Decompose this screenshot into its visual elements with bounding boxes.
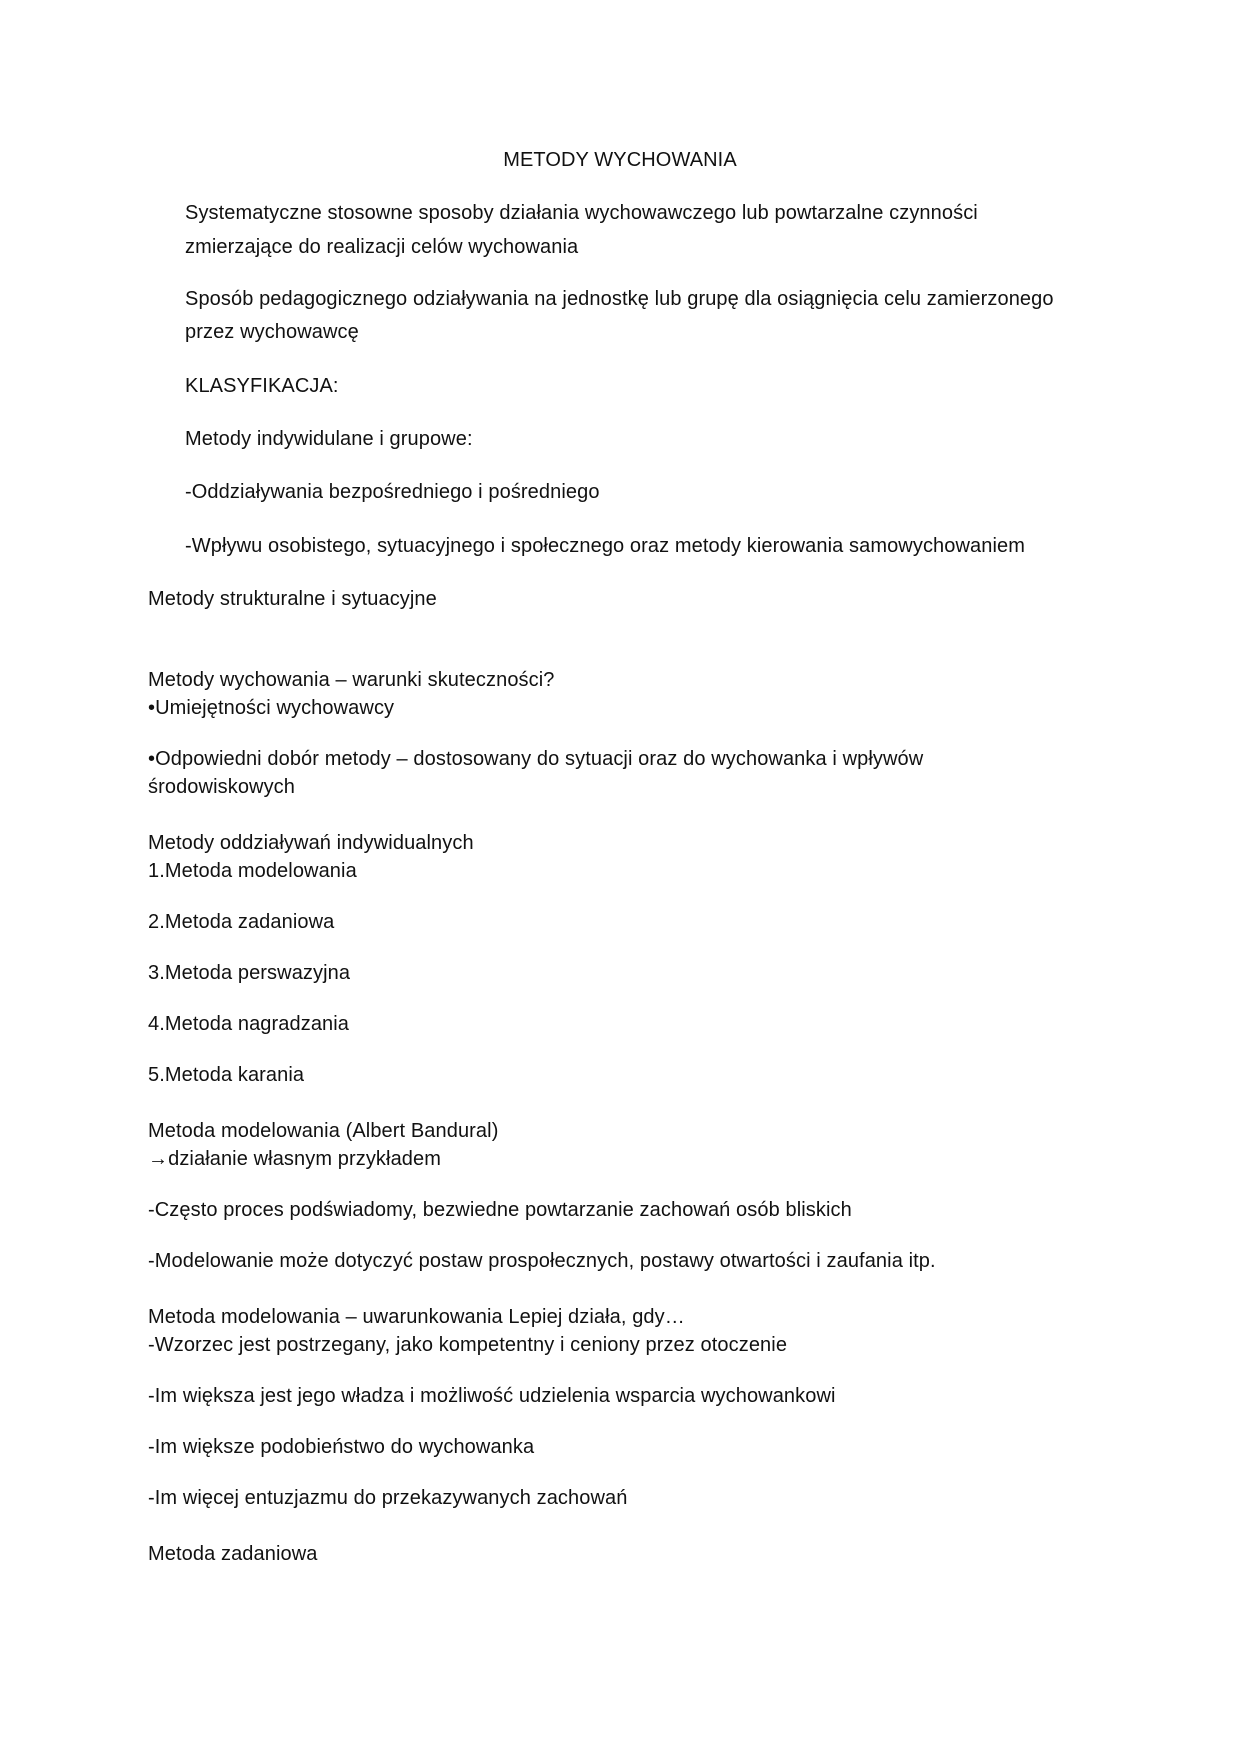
definition-2-line-2: przez wychowawcę bbox=[185, 321, 359, 343]
individual-method-4: 4.Metoda nagradzania bbox=[148, 1013, 350, 1035]
effectiveness-item-2: •Odpowiedni dobór metody – dostosowany do sytuacji oraz do wychowanka i wpływów bbox=[148, 748, 924, 770]
individual-method-1: 1.Metoda modelowania bbox=[148, 860, 357, 882]
modeling-condition-4: -Im więcej entuzjazmu do przekazywanych zachowań bbox=[148, 1487, 628, 1509]
modeling-condition-1: -Wzorzec jest postrzegany, jako kompetentny i ceniony przez otoczenie bbox=[148, 1334, 788, 1356]
classification-item-1: Metody indywidulane i grupowe: bbox=[185, 428, 473, 450]
modeling-conditions-heading: Metoda modelowania – uwarunkowania Lepiej działa, gdy… bbox=[148, 1306, 685, 1328]
definition-1-line-2: zmierzające do realizacji celów wychowania bbox=[185, 236, 579, 258]
individual-method-2: 2.Metoda zadaniowa bbox=[148, 911, 335, 933]
modeling-condition-3: -Im większe podobieństwo do wychowanka bbox=[148, 1436, 535, 1458]
individual-method-5: 5.Metoda karania bbox=[148, 1064, 305, 1086]
effectiveness-heading: Metody wychowania – warunki skuteczności? bbox=[148, 669, 555, 691]
modeling-condition-2: -Im większa jest jego władza i możliwość udzielenia wsparcia wychowankowi bbox=[148, 1385, 836, 1407]
effectiveness-item-1: •Umiejętności wychowawcy bbox=[148, 697, 395, 719]
definition-1-line-1: Systematyczne stosowne sposoby działania wychowawczego lub powtarzalne czynności bbox=[185, 202, 978, 224]
classification-item-2: -Oddziaływania bezpośredniego i pośredniego bbox=[185, 481, 600, 503]
effectiveness-item-2-continuation: środowiskowych bbox=[148, 776, 296, 798]
structural-methods-heading: Metody strukturalne i sytuacyjne bbox=[148, 588, 437, 610]
modeling-arrow-item: →działanie własnym przykładem bbox=[148, 1148, 442, 1170]
definition-2-line-1: Sposób pedagogicznego odziaływania na jednostkę lub grupę dla osiągnięcia celu zamierzonego bbox=[185, 288, 1054, 310]
modeling-item-1: -Często proces podświadomy, bezwiedne powtarzanie zachowań osób bliskich bbox=[148, 1199, 852, 1221]
individual-method-3: 3.Metoda perswazyjna bbox=[148, 962, 351, 984]
modeling-heading: Metoda modelowania (Albert Bandural) bbox=[148, 1120, 499, 1142]
individual-methods-heading: Metody oddziaływań indywidualnych bbox=[148, 832, 474, 854]
classification-label: KLASYFIKACJA: bbox=[185, 375, 339, 397]
classification-item-3: -Wpływu osobistego, sytuacyjnego i społecznego oraz metody kierowania samowychowaniem bbox=[185, 535, 1026, 557]
modeling-item-2: -Modelowanie może dotyczyć postaw prospołecznych, postawy otwartości i zaufania itp. bbox=[148, 1250, 936, 1272]
document-title: METODY WYCHOWANIA bbox=[503, 149, 737, 171]
task-method-heading: Metoda zadaniowa bbox=[148, 1543, 318, 1565]
